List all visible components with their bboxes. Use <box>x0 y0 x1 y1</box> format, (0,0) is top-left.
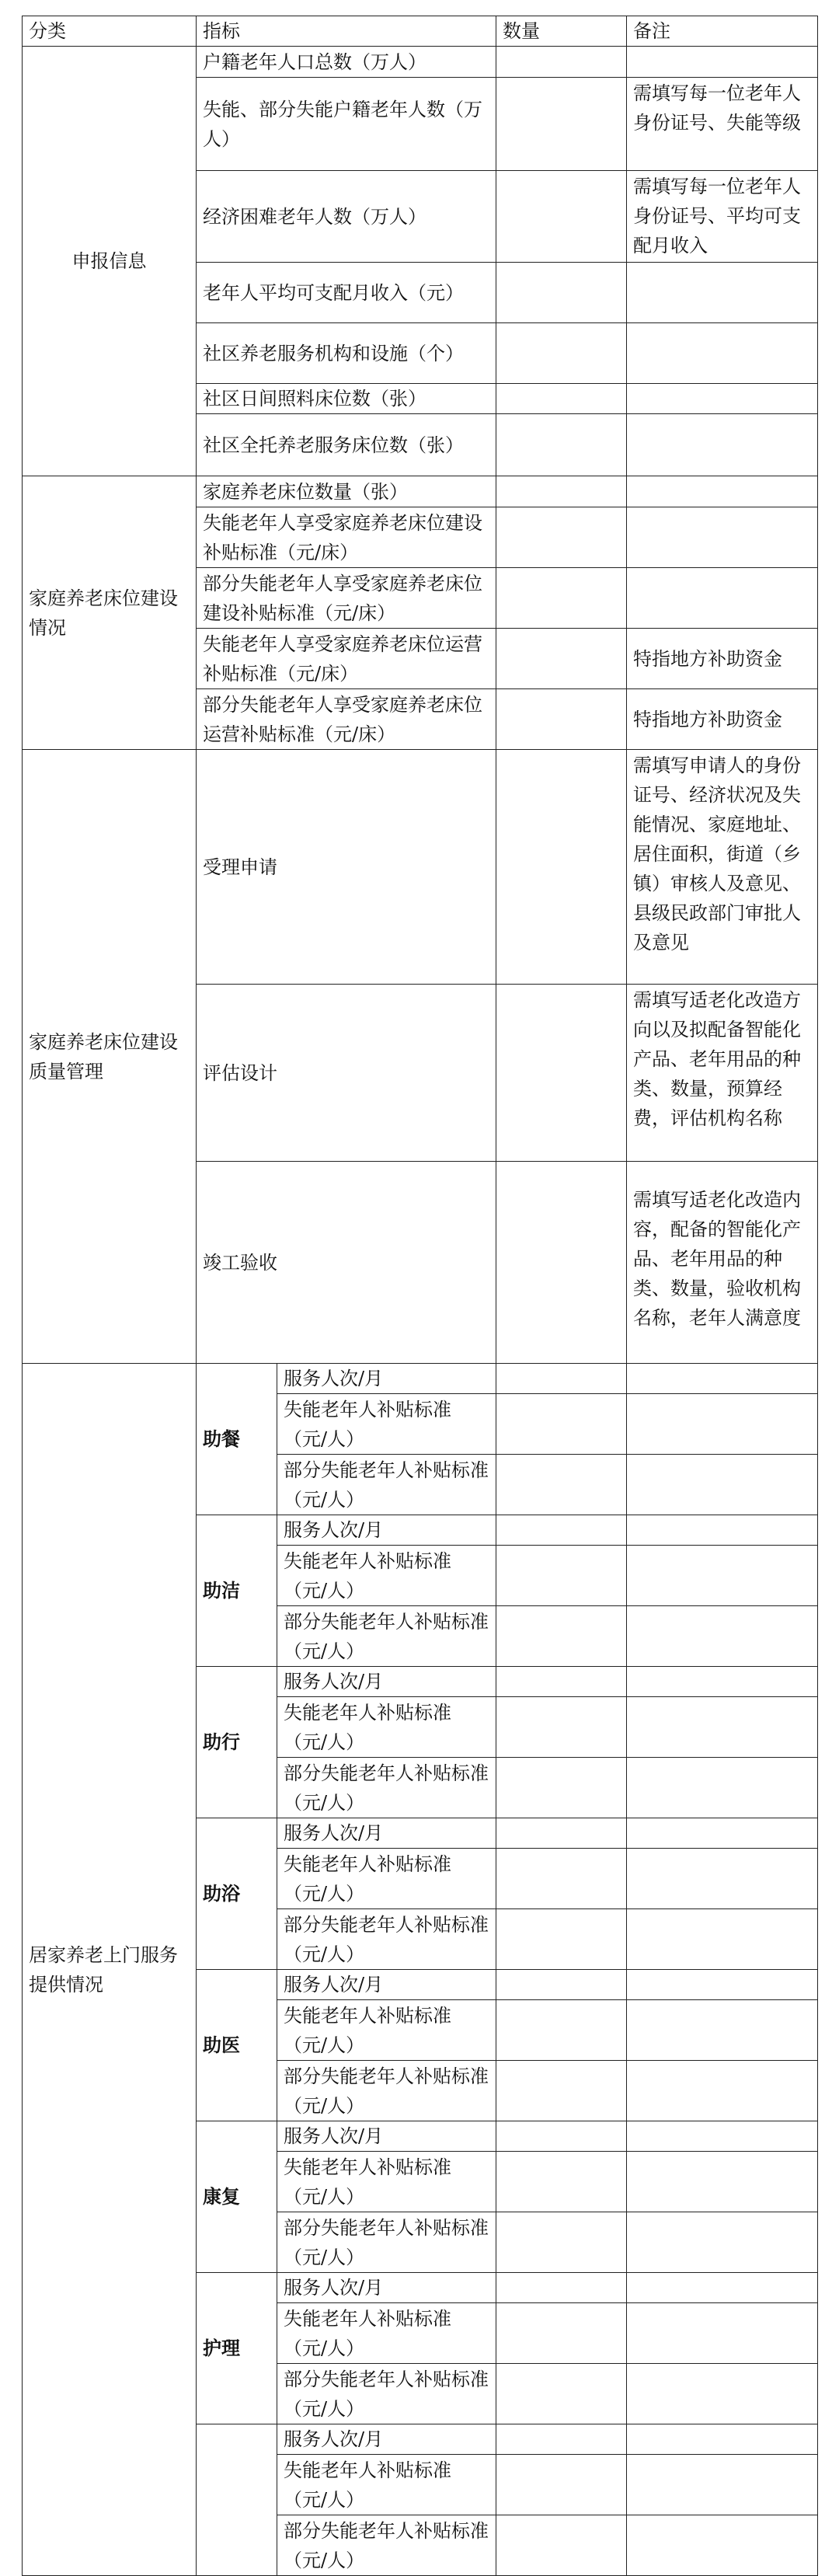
remark-cell <box>627 47 818 78</box>
remark-cell <box>627 2273 818 2303</box>
indicator-cell: 失能老年人补贴标准（元/人） <box>277 2000 496 2061</box>
quantity-cell[interactable] <box>496 1364 627 1394</box>
quantity-cell[interactable] <box>496 263 627 323</box>
indicator-cell: 服务人次/月 <box>277 1515 496 1546</box>
service-type-cell: 护理 <box>197 2273 277 2424</box>
indicator-cell: 竣工验收 <box>197 1162 496 1364</box>
indicator-cell: 失能、部分失能户籍老年人数（万人） <box>197 78 496 171</box>
indicator-cell: 经济困难老年人数（万人） <box>197 171 496 263</box>
indicator-cell: 失能老年人补贴标准（元/人） <box>277 1849 496 1909</box>
service-type-cell <box>197 2424 277 2576</box>
quantity-cell[interactable] <box>496 2121 627 2152</box>
indicator-cell: 服务人次/月 <box>277 1818 496 1849</box>
remark-cell <box>627 1455 818 1515</box>
indicator-cell: 部分失能老年人补贴标准（元/人） <box>277 2212 496 2273</box>
service-type-cell: 助洁 <box>197 1515 277 1667</box>
indicator-cell: 部分失能老年人享受家庭养老床位建设补贴标准（元/床） <box>197 568 496 629</box>
remark-cell <box>627 1970 818 2000</box>
remark-cell <box>627 1394 818 1455</box>
quantity-cell[interactable] <box>496 47 627 78</box>
indicator-cell: 服务人次/月 <box>277 1970 496 2000</box>
remark-cell <box>627 1364 818 1394</box>
table-row <box>23 476 818 507</box>
remark-cell <box>627 1667 818 1697</box>
indicator-cell: 老年人平均可支配月收入（元） <box>197 263 496 323</box>
quantity-cell[interactable] <box>496 1455 627 1515</box>
indicator-cell: 户籍老年人口总数（万人） <box>197 47 496 78</box>
header-quantity: 数量 <box>496 16 627 47</box>
quantity-cell[interactable] <box>496 1758 627 1818</box>
indicator-cell: 部分失能老年人补贴标准（元/人） <box>277 2061 496 2121</box>
quantity-cell[interactable] <box>496 507 627 568</box>
remark-cell <box>627 2515 818 2576</box>
header-row <box>23 16 818 47</box>
quantity-cell[interactable] <box>496 476 627 507</box>
remark-cell <box>627 2424 818 2455</box>
indicator-cell: 评估设计 <box>197 985 496 1162</box>
indicator-cell: 失能老年人补贴标准（元/人） <box>277 1394 496 1455</box>
remark-cell <box>627 476 818 507</box>
table-row <box>23 750 818 985</box>
remark-cell <box>627 2000 818 2061</box>
indicator-cell: 部分失能老年人补贴标准（元/人） <box>277 2515 496 2576</box>
indicator-cell: 部分失能老年人享受家庭养老床位运营补贴标准（元/床） <box>197 689 496 750</box>
quantity-cell[interactable] <box>496 323 627 384</box>
quantity-cell[interactable] <box>496 171 627 263</box>
quantity-cell[interactable] <box>496 2515 627 2576</box>
remark-cell <box>627 1758 818 1818</box>
indicator-cell: 受理申请 <box>197 750 496 985</box>
category-home-bed-construction: 家庭养老床位建设情况 <box>23 476 197 750</box>
indicator-cell: 部分失能老年人补贴标准（元/人） <box>277 1606 496 1667</box>
remark-cell <box>627 414 818 476</box>
remark-cell <box>627 507 818 568</box>
remark-cell <box>627 1849 818 1909</box>
remark-cell <box>627 2303 818 2364</box>
indicator-cell: 社区养老服务机构和设施（个） <box>197 323 496 384</box>
remark-cell <box>627 323 818 384</box>
table-row <box>23 47 818 78</box>
indicator-cell: 社区日间照料床位数（张） <box>197 384 496 414</box>
category-home-services: 居家养老上门服务提供情况 <box>23 1364 197 2576</box>
remark-cell <box>627 1697 818 1758</box>
quantity-cell[interactable] <box>496 1849 627 1909</box>
indicator-cell: 部分失能老年人补贴标准（元/人） <box>277 1758 496 1818</box>
indicator-cell: 服务人次/月 <box>277 2273 496 2303</box>
indicator-cell: 失能老年人享受家庭养老床位建设补贴标准（元/床） <box>197 507 496 568</box>
indicator-cell: 服务人次/月 <box>277 2424 496 2455</box>
indicator-cell: 失能老年人补贴标准（元/人） <box>277 1546 496 1606</box>
service-type-cell: 助浴 <box>197 1818 277 1970</box>
quantity-cell[interactable] <box>496 750 627 985</box>
quantity-cell[interactable] <box>496 1515 627 1546</box>
table-page <box>22 16 817 2576</box>
remark-cell <box>627 1818 818 1849</box>
quantity-cell[interactable] <box>496 1970 627 2000</box>
home-services-body <box>23 1364 818 2576</box>
quantity-cell[interactable] <box>496 1697 627 1758</box>
quantity-cell[interactable] <box>496 2455 627 2515</box>
remark-cell: 需填写适老化改造方向以及拟配备智能化产品、老年用品的种类、数量，预算经费，评估机构名称 <box>627 985 818 1162</box>
elderly-care-statistics-table <box>22 16 818 2576</box>
indicator-cell: 失能老年人补贴标准（元/人） <box>277 2152 496 2212</box>
indicator-cell: 失能老年人补贴标准（元/人） <box>277 2455 496 2515</box>
quantity-cell[interactable] <box>496 629 627 689</box>
category-declaration: 申报信息 <box>23 47 197 476</box>
remark-cell <box>627 1515 818 1546</box>
quantity-cell[interactable] <box>496 2152 627 2212</box>
remark-cell <box>627 2455 818 2515</box>
indicator-cell: 服务人次/月 <box>277 1667 496 1697</box>
quantity-cell[interactable] <box>496 1394 627 1455</box>
quantity-cell[interactable] <box>496 2000 627 2061</box>
quantity-cell[interactable] <box>496 2364 627 2424</box>
quantity-cell[interactable] <box>496 1909 627 1970</box>
quantity-cell[interactable] <box>496 985 627 1162</box>
indicator-cell: 失能老年人享受家庭养老床位运营补贴标准（元/床） <box>197 629 496 689</box>
indicator-cell: 家庭养老床位数量（张） <box>197 476 496 507</box>
quantity-cell[interactable] <box>496 1606 627 1667</box>
remark-cell <box>627 1606 818 1667</box>
indicator-cell: 社区全托养老服务床位数（张） <box>197 414 496 476</box>
quantity-cell[interactable] <box>496 2212 627 2273</box>
remark-cell: 特指地方补助资金 <box>627 689 818 750</box>
remark-cell: 需填写申请人的身份证号、经济状况及失能情况、家庭地址、居住面积，街道（乡镇）审核人及意见、县级民政部门审批人及意见 <box>627 750 818 985</box>
service-type-cell: 康复 <box>197 2121 277 2273</box>
quantity-cell[interactable] <box>496 414 627 476</box>
indicator-cell: 服务人次/月 <box>277 2121 496 2152</box>
indicator-cell: 服务人次/月 <box>277 1364 496 1394</box>
remark-cell <box>627 263 818 323</box>
quantity-cell[interactable] <box>496 1818 627 1849</box>
quantity-cell[interactable] <box>496 1667 627 1697</box>
quantity-cell[interactable] <box>496 2424 627 2455</box>
header-indicator: 指标 <box>197 16 496 47</box>
remark-cell <box>627 1909 818 1970</box>
indicator-cell: 部分失能老年人补贴标准（元/人） <box>277 1909 496 1970</box>
service-type-cell: 助行 <box>197 1667 277 1818</box>
remark-cell <box>627 384 818 414</box>
remark-cell <box>627 2152 818 2212</box>
category-quality-management: 家庭养老床位建设质量管理 <box>23 750 197 1364</box>
quantity-cell[interactable] <box>496 1546 627 1606</box>
indicator-cell: 部分失能老年人补贴标准（元/人） <box>277 1455 496 1515</box>
quantity-cell[interactable] <box>496 78 627 171</box>
remark-cell <box>627 1546 818 1606</box>
remark-cell: 需填写每一位老年人身份证号、失能等级 <box>627 78 818 171</box>
remark-cell <box>627 568 818 629</box>
indicator-cell: 失能老年人补贴标准（元/人） <box>277 1697 496 1758</box>
quantity-cell[interactable] <box>496 2273 627 2303</box>
indicator-cell: 失能老年人补贴标准（元/人） <box>277 2303 496 2364</box>
quantity-cell[interactable] <box>496 2061 627 2121</box>
remark-cell <box>627 2121 818 2152</box>
header-remark: 备注 <box>627 16 818 47</box>
remark-cell: 需填写适老化改造内容，配备的智能化产品、老年用品的种类、数量，验收机构名称，老年人满意度 <box>627 1162 818 1364</box>
remark-cell: 需填写每一位老年人身份证号、平均可支配月收入 <box>627 171 818 263</box>
remark-cell: 特指地方补助资金 <box>627 629 818 689</box>
quantity-cell[interactable] <box>496 568 627 629</box>
table-row <box>23 1364 818 1394</box>
service-type-cell: 助医 <box>197 1970 277 2121</box>
indicator-cell: 部分失能老年人补贴标准（元/人） <box>277 2364 496 2424</box>
quantity-cell[interactable] <box>496 689 627 750</box>
remark-cell <box>627 2212 818 2273</box>
quantity-cell[interactable] <box>496 1162 627 1364</box>
header-category: 分类 <box>23 16 197 47</box>
remark-cell <box>627 2061 818 2121</box>
quantity-cell[interactable] <box>496 384 627 414</box>
quantity-cell[interactable] <box>496 2303 627 2364</box>
remark-cell <box>627 2364 818 2424</box>
service-type-cell: 助餐 <box>197 1364 277 1515</box>
